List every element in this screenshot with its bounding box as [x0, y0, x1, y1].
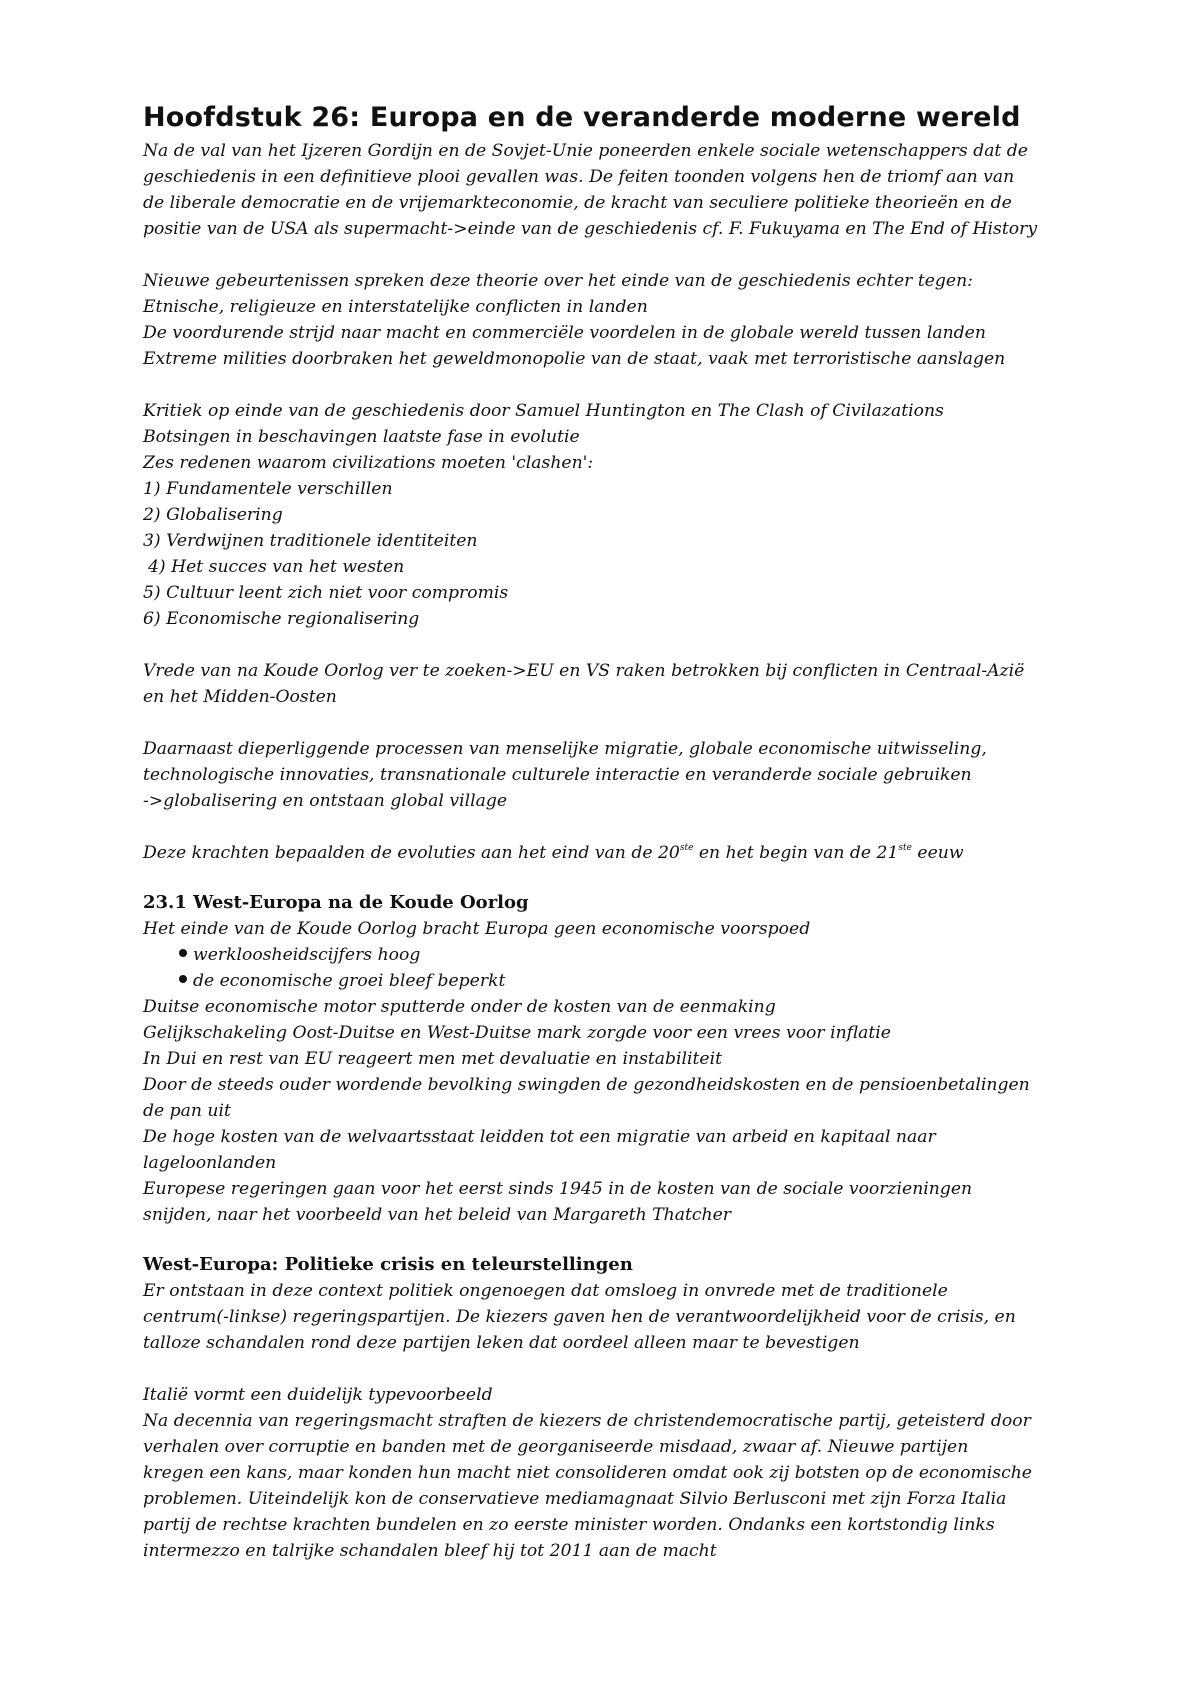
text-line: lageloonlanden — [143, 1153, 277, 1173]
text-line: Zes redenen waarom civilizations moeten 'clashen': — [143, 453, 594, 473]
text-line: ->globalisering en ontstaan global village — [143, 791, 508, 811]
spacer — [143, 632, 1073, 658]
reason-item: 1) Fundamentele verschillen — [143, 479, 393, 499]
forces-text-1: Deze krachten bepaalden de evoluties aan het eind van de 20 — [143, 843, 680, 863]
forces-line — [143, 840, 1073, 866]
intro-paragraph — [143, 138, 1073, 242]
forces-text-2: en het begin van de 21 — [693, 843, 899, 863]
bullet-text: de economische groei bleef beperkt — [193, 971, 506, 991]
text-line: problemen. Uiteindelijk kon de conservatieve mediamagnaat Silvio Berlusconi met zijn Forza Italia — [143, 1489, 1007, 1509]
bullet-icon — [179, 949, 187, 957]
text-line: Na decennia van regeringsmacht straften de kiezers de christendemocratische partij, geteisterd door — [143, 1411, 1031, 1431]
text-line: Vrede van na Koude Oorlog ver te zoeken->EU en VS raken betrokken bij conflicten in Centraal-Azië — [143, 661, 1025, 681]
text-line: Er ontstaan in deze context politiek ongenoegen dat omsloeg in onvrede met de traditionele — [143, 1281, 948, 1301]
text-line: partij de rechtse krachten bundelen en zo eerste minister worden. Ondanks een kortstondig links — [143, 1515, 995, 1535]
text-line: verhalen over corruptie en banden met de georganiseerde misdaad, zwaar af. Nieuwe partijen — [143, 1437, 969, 1457]
text-line: Extreme milities doorbraken het geweldmonopolie van de staat, vaak met terroristische aanslagen — [143, 349, 1006, 369]
section-west-europe — [143, 890, 1073, 1228]
text-line: Kritiek op einde van de geschiedenis door Samuel Huntington en The Clash of Civilazations — [143, 401, 944, 421]
text-line: Botsingen in beschavingen laatste fase in evolutie — [143, 427, 580, 447]
text-line: Europese regeringen gaan voor het eerst sinds 1945 in de kosten van de sociale voorzieningen — [143, 1179, 973, 1199]
text-line: Door de steeds ouder wordende bevolking swingden de gezondheidskosten en de pensioenbetalingen — [143, 1075, 1030, 1095]
reason-item: 4) Het succes van het westen — [148, 557, 405, 577]
text-line: talloze schandalen rond deze partijen leken dat oordeel alleen maar te bevestigen — [143, 1333, 860, 1353]
spacer — [143, 710, 1073, 736]
page-title: Hoofdstuk 26: Europa en de veranderde moderne wereld — [143, 102, 1021, 133]
text-line: en het Midden-Oosten — [143, 687, 337, 707]
processes-paragraph — [143, 736, 1073, 814]
bullet-item — [143, 942, 1073, 968]
section-heading: West-Europa: Politieke crisis en teleurstellingen — [143, 1254, 633, 1275]
reason-item: 2) Globalisering — [143, 505, 283, 525]
critique-paragraph — [143, 398, 1073, 632]
bullet-text: werkloosheidscijfers hoog — [193, 945, 421, 965]
reason-item: 3) Verdwijnen traditionele identiteiten — [143, 531, 478, 551]
text-line: technologische innovaties, transnationale culturele interactie en veranderde sociale gebruiken — [143, 765, 972, 785]
text-line: In Dui en rest van EU reageert men met devaluatie en instabiliteit — [143, 1049, 723, 1069]
text-line: Duitse economische motor sputterde onder de kosten van de eenmaking — [143, 997, 776, 1017]
spacer — [143, 242, 1073, 268]
text-line: snijden, naar het voorbeeld van het beleid van Margareth Thatcher — [143, 1205, 731, 1225]
events-paragraph — [143, 268, 1073, 372]
text-line: de liberale democratie en de vrijemarkteconomie, de kracht van seculiere politieke theorieën en de — [143, 193, 1012, 213]
text-line: kregen een kans, maar konden hun macht niet consolideren omdat ook zij botsten op de economische — [143, 1463, 1032, 1483]
superscript: ste — [898, 843, 912, 853]
text-line: Daarnaast dieperliggende processen van menselijke migratie, globale economische uitwisseling, — [143, 739, 987, 759]
text-line: de pan uit — [143, 1101, 231, 1121]
forces-text-3: eeuw — [911, 843, 964, 863]
text-line: De voordurende strijd naar macht en commerciële voordelen in de globale wereld tussen landen — [143, 323, 986, 343]
document-page — [143, 98, 1073, 1564]
text-line: centrum(-linkse) regeringspartijen. De kiezers gaven hen de verantwoordelijkheid voor de crisis, en — [143, 1307, 1016, 1327]
spacer — [143, 814, 1073, 840]
section-heading: 23.1 West-Europa na de Koude Oorlog — [143, 892, 529, 913]
text-line: Het einde van de Koude Oorlog bracht Europa geen economische voorspoed — [143, 919, 811, 939]
text-line: positie van de USA als supermacht->einde van de geschiedenis cf. F. Fukuyama en The End of History — [143, 219, 1038, 239]
peace-paragraph — [143, 658, 1073, 710]
text-line: intermezzo en talrijke schandalen bleef hij tot 2011 aan de macht — [143, 1541, 717, 1561]
text-line: Na de val van het Ijzeren Gordijn en de Sovjet-Unie poneerden enkele sociale wetenschappers dat de — [143, 141, 1028, 161]
text-line: De hoge kosten van de welvaartsstaat leidden tot een migratie van arbeid en kapitaal naar — [143, 1127, 936, 1147]
reason-item: 6) Economische regionalisering — [143, 609, 420, 629]
spacer — [143, 372, 1073, 398]
superscript: ste — [679, 843, 694, 853]
section-political-crisis — [143, 1252, 1073, 1564]
bullet-item — [143, 968, 1073, 994]
text-line: Gelijkschakeling Oost-Duitse en West-Duitse mark zorgde voor een vrees voor inflatie — [143, 1023, 891, 1043]
spacer — [143, 1356, 1073, 1382]
spacer — [143, 866, 1073, 890]
text-line: Nieuwe gebeurtenissen spreken deze theorie over het einde van de geschiedenis echter tegen: — [143, 271, 973, 291]
text-line: geschiedenis in een definitieve plooi gevallen was. De feiten toonden volgens hen de triomf aan van — [143, 167, 1015, 187]
text-line: Italië vormt een duidelijk typevoorbeeld — [143, 1385, 493, 1405]
reason-item: 5) Cultuur leent zich niet voor compromis — [143, 583, 509, 603]
text-line: Etnische, religieuze en interstatelijke conflicten in landen — [143, 297, 648, 317]
spacer — [143, 1228, 1073, 1252]
bullet-icon — [179, 975, 187, 983]
